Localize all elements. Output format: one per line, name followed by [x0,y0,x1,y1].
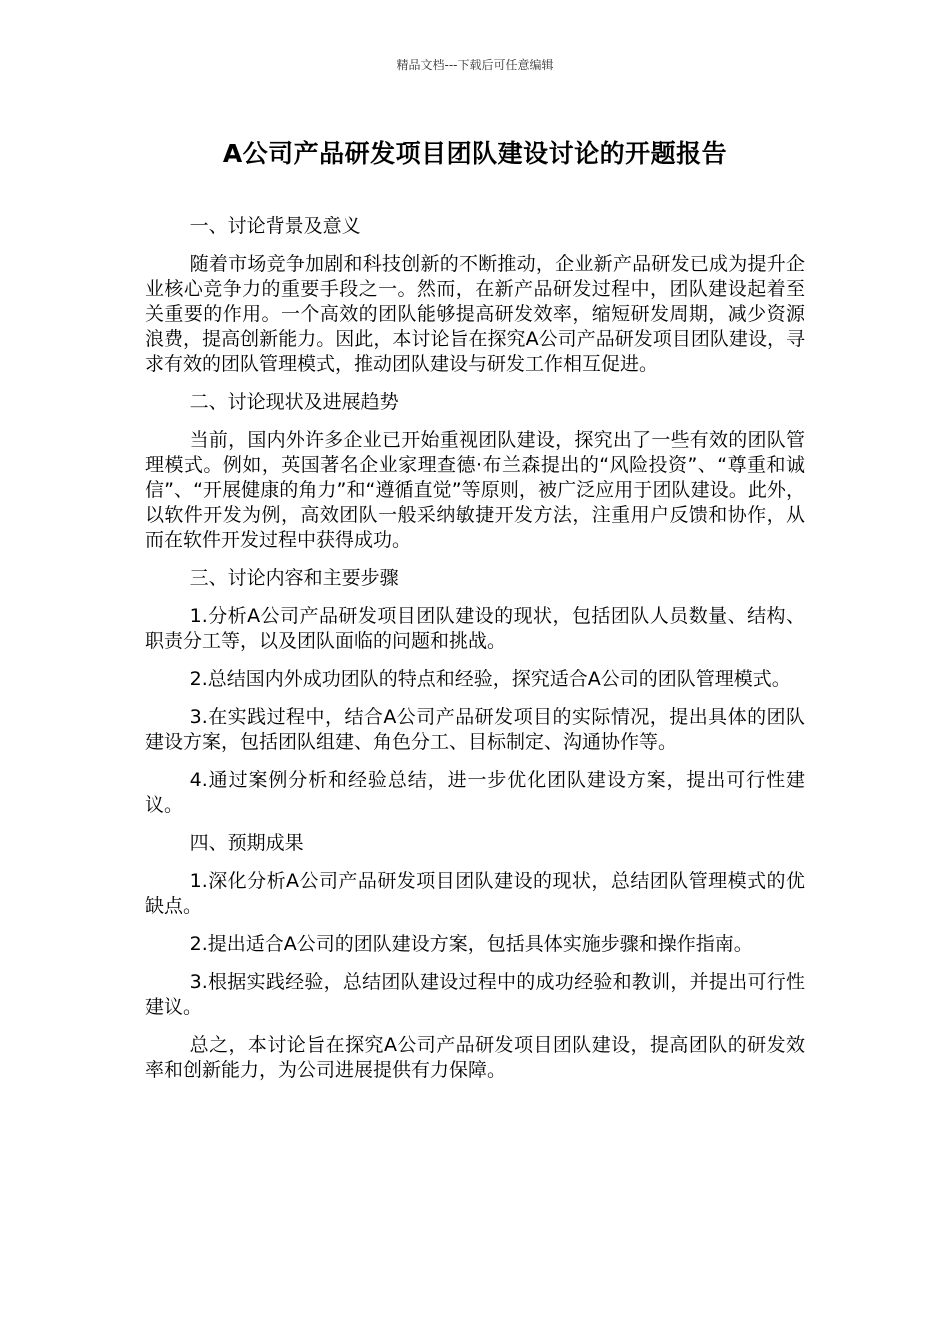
list-item-results-2: 2.提出适合A公司的团队建设方案，包括具体实施步骤和操作指南。 [189,933,753,955]
document-title: A公司产品研发项目团队建设讨论的开题报告 [222,139,728,168]
list-item-results-3: 3.根据实践经验，总结团队建设过程中的成功经验和教训，并提出可行性建议。 [145,971,805,1018]
list-item-results-1: 1.深化分析A公司产品研发项目团队建设的现状，总结团队管理模式的优缺点。 [145,870,805,917]
list-item-content-3: 3.在实践过程中，结合A公司产品研发项目的实际情况，提出具体的团队建设方案，包括团队组建、角色分工、目标制定、沟通协作等。 [145,706,805,753]
section-heading-status: 二、讨论现状及进展趋势 [189,391,399,413]
section-heading-background: 一、讨论背景及意义 [189,215,361,237]
paragraph-background: 随着市场竞争加剧和科技创新的不断推动，企业新产品研发已成为提升企业核心竞争力的重要手段之一。然而，在新产品研发过程中，团队建设起着至关重要的作用。一个高效的团队能够提高研发效率，缩短研发周期，减少资源浪费，提高创新能力。因此，本讨论旨在探究A公司产品研发项目团队建设，寻求有效的团队管理模式，推动团队建设与研发工作相互促进。 [145,253,805,375]
list-item-content-1: 1.分析A公司产品研发项目团队建设的现状，包括团队人员数量、结构、职责分工等，以及团队面临的问题和挑战。 [145,605,805,652]
paragraph-status: 当前，国内外许多企业已开始重视团队建设，探究出了一些有效的团队管理模式。例如，英国著名企业家理查德·布兰森提出的“风险投资”、“尊重和诚信”、“开展健康的角力”和“遵循直觉”等原则，被广泛应用于团队建设。此外，以软件开发为例，高效团队一般采纳敏捷开发方法，注重用户反馈和协作，从而在软件开发过程中获得成功。 [145,429,805,551]
list-item-content-4: 4.通过案例分析和经验总结，进一步优化团队建设方案，提出可行性建议。 [145,769,805,816]
section-heading-results: 四、预期成果 [189,832,304,854]
section-heading-content: 三、讨论内容和主要步骤 [189,567,399,589]
list-item-content-2: 2.总结国内外成功团队的特点和经验，探究适合A公司的团队管理模式。 [189,668,791,690]
page-header: 精品文档---下载后可任意编辑 [396,58,554,72]
document-body [145,214,805,1096]
paragraph-conclusion: 总之，本讨论旨在探究A公司产品研发项目团队建设，提高团队的研发效率和创新能力，为公司进展提供有力保障。 [145,1034,805,1081]
